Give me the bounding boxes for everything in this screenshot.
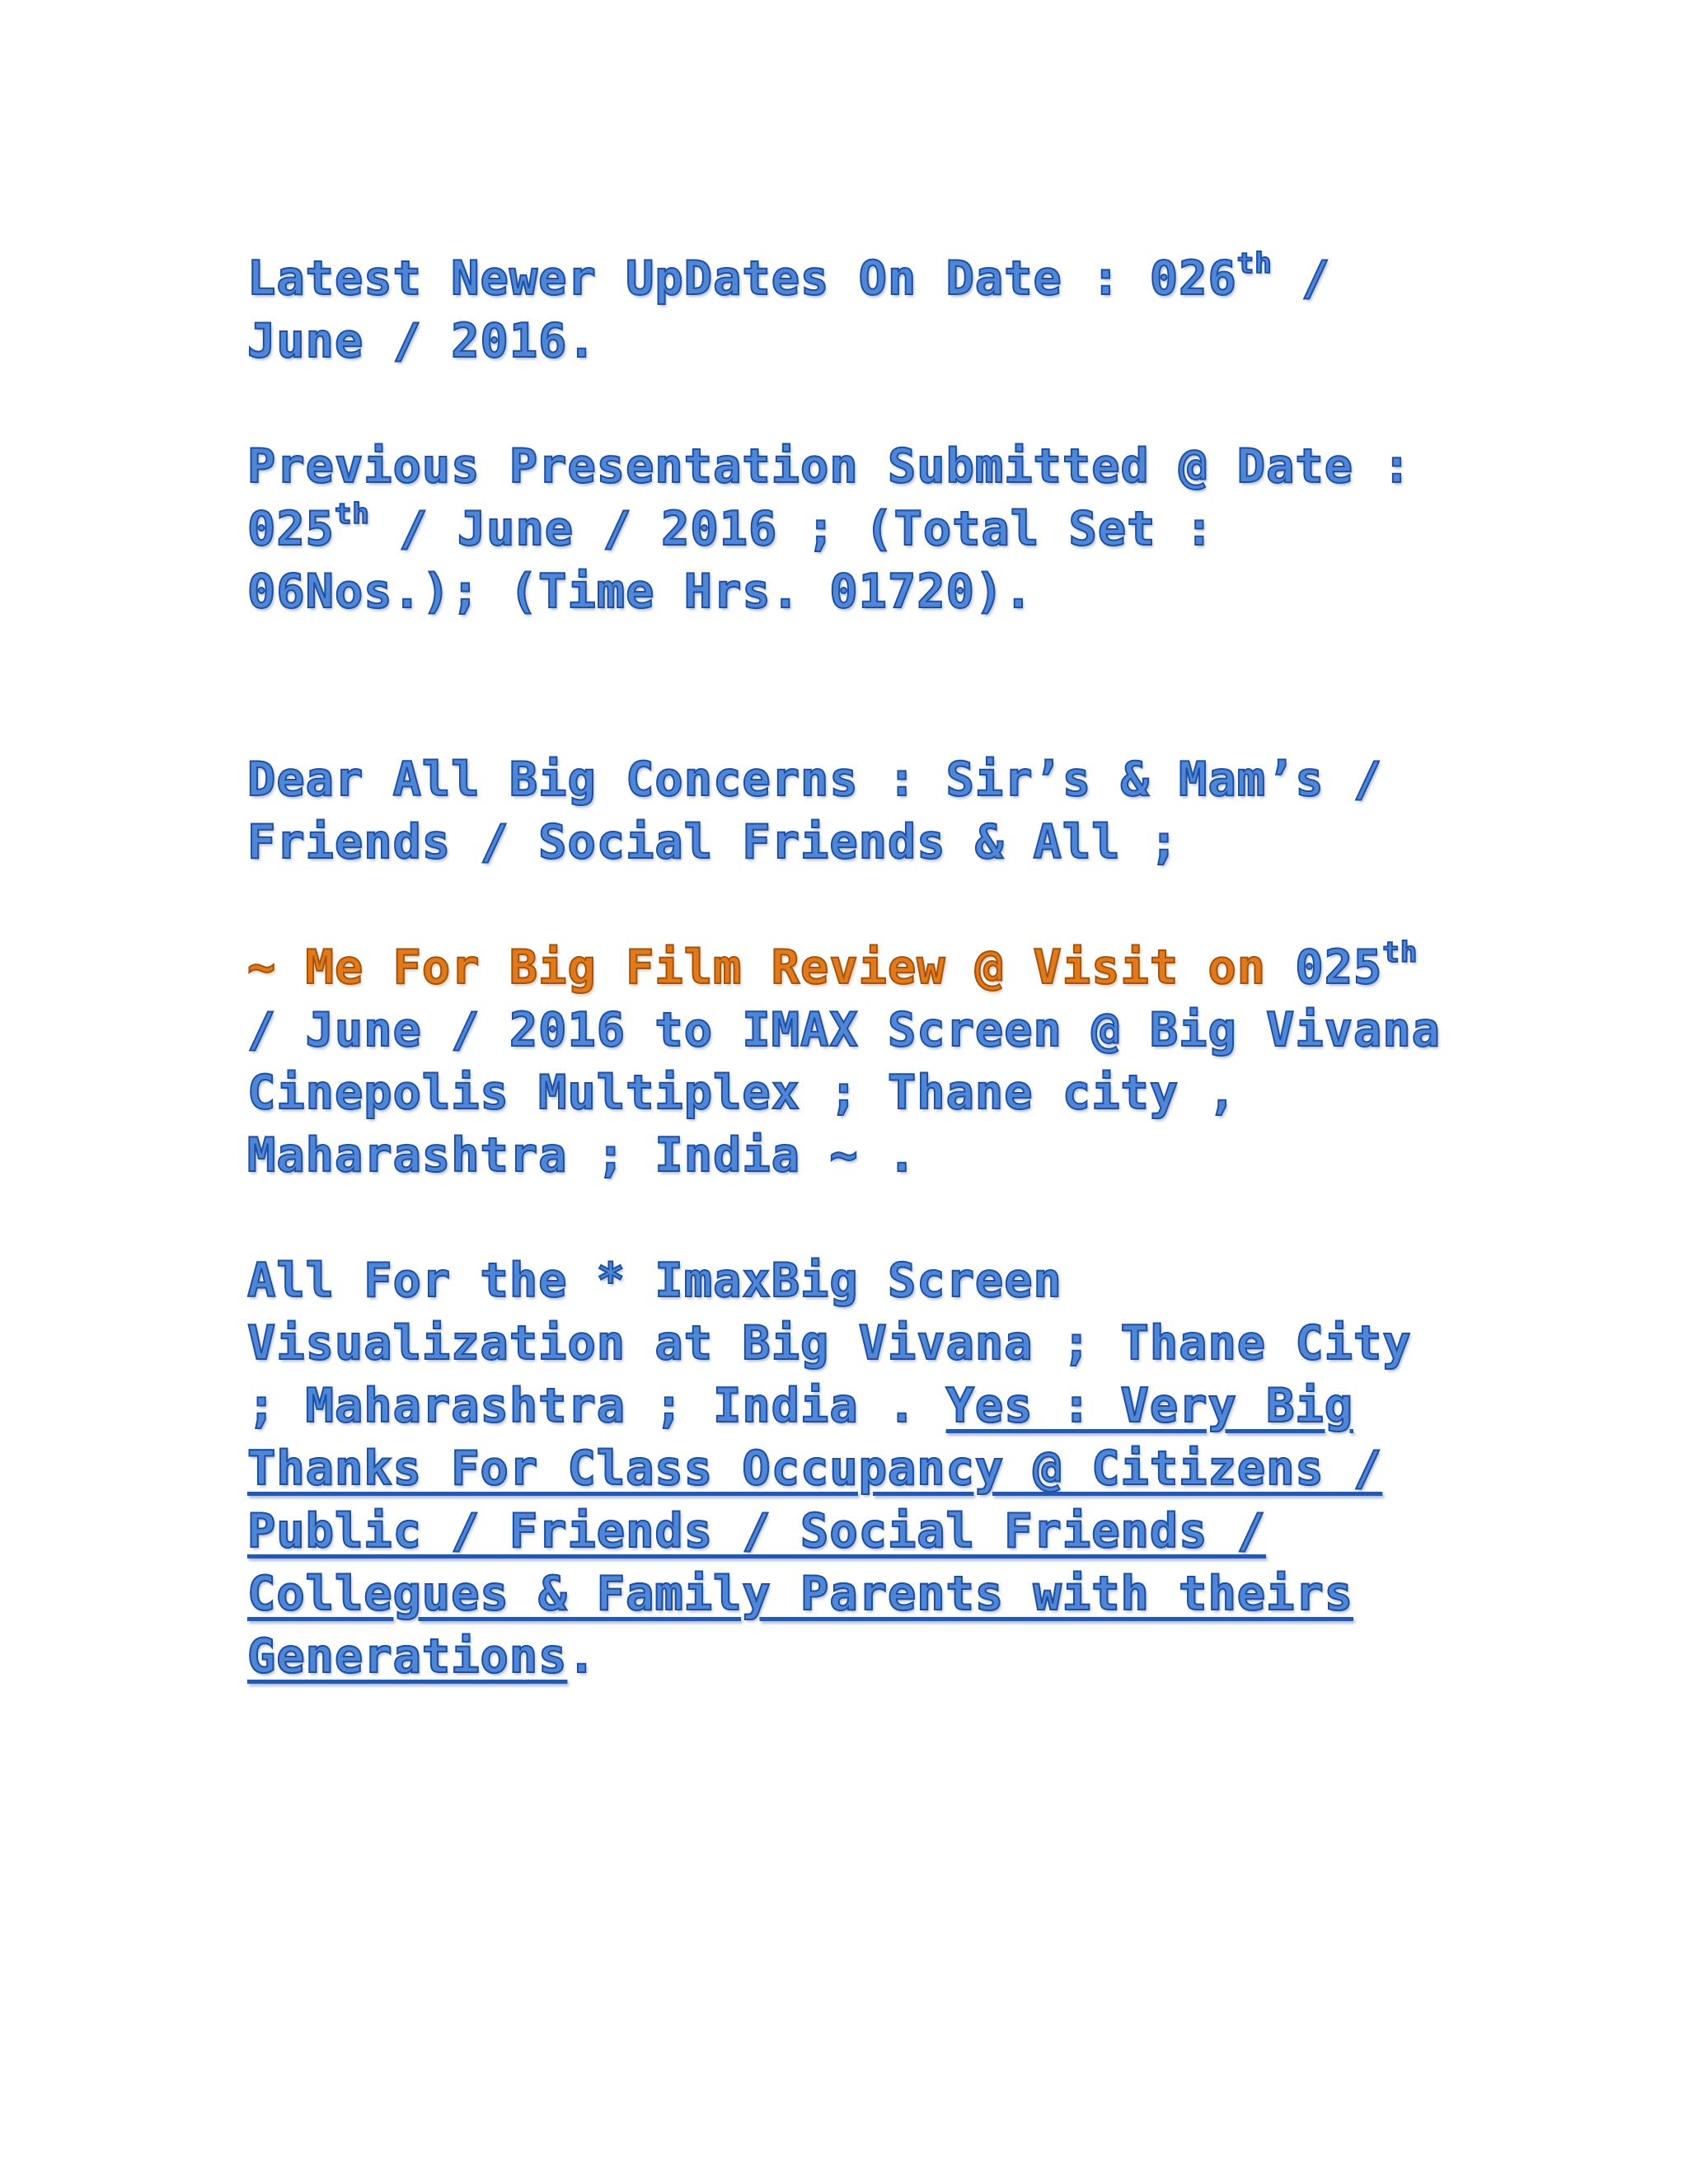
imax-paragraph <box>247 1249 1442 1688</box>
greeting-paragraph: Dear All Big Concerns : Sir’s & Mam’s / Friends / Social Friends & All ; <box>247 752 1383 869</box>
imax-end-period: . <box>567 1629 597 1684</box>
film-review-sup: th <box>1382 936 1418 969</box>
film-review-orange-text: ~ Me For Big Film Review @ Visit on <box>247 940 1267 995</box>
spacer <box>247 373 1442 435</box>
imax-underlined-text: Yes : Very Big Thanks For Class Occupancy @ Citizens / Public / Friends / Social Friends / Collegues & Family Parents with theirs Generations <box>247 1379 1383 1684</box>
update-date-prefix: Latest Newer UpDates On Date : 026 <box>247 251 1237 306</box>
film-review-paragraph <box>247 936 1442 1187</box>
previous-presentation-part1: Previous Presentation Submitted @ Date : 025 <box>247 439 1412 556</box>
update-date-sup: th <box>1236 247 1273 280</box>
film-review-blue-prefix: 025 <box>1266 940 1383 995</box>
spacer <box>247 874 1442 936</box>
update-date-suffix: / June / 2016. <box>247 251 1331 368</box>
previous-presentation-paragraph <box>247 435 1442 623</box>
previous-presentation-sup: th <box>334 498 370 531</box>
previous-presentation-part2: / June / 2016 ; (Total Set : 06Nos.); (Time Hrs. 01720). <box>247 502 1215 619</box>
update-date-line <box>247 247 1442 373</box>
film-review-blue-suffix: / June / 2016 to IMAX Screen @ Big Vivana Cinepolis Multiplex ; Thane city , Maharashtra ; India ~ . <box>247 1003 1441 1183</box>
spacer <box>247 1187 1442 1249</box>
imax-plain-text: All For the * ImaxBig Screen Visualization at Big Vivana ; Thane City ; Maharashtra ; India . <box>247 1254 1412 1433</box>
document-body <box>247 247 1442 1688</box>
spacer <box>247 623 1442 748</box>
